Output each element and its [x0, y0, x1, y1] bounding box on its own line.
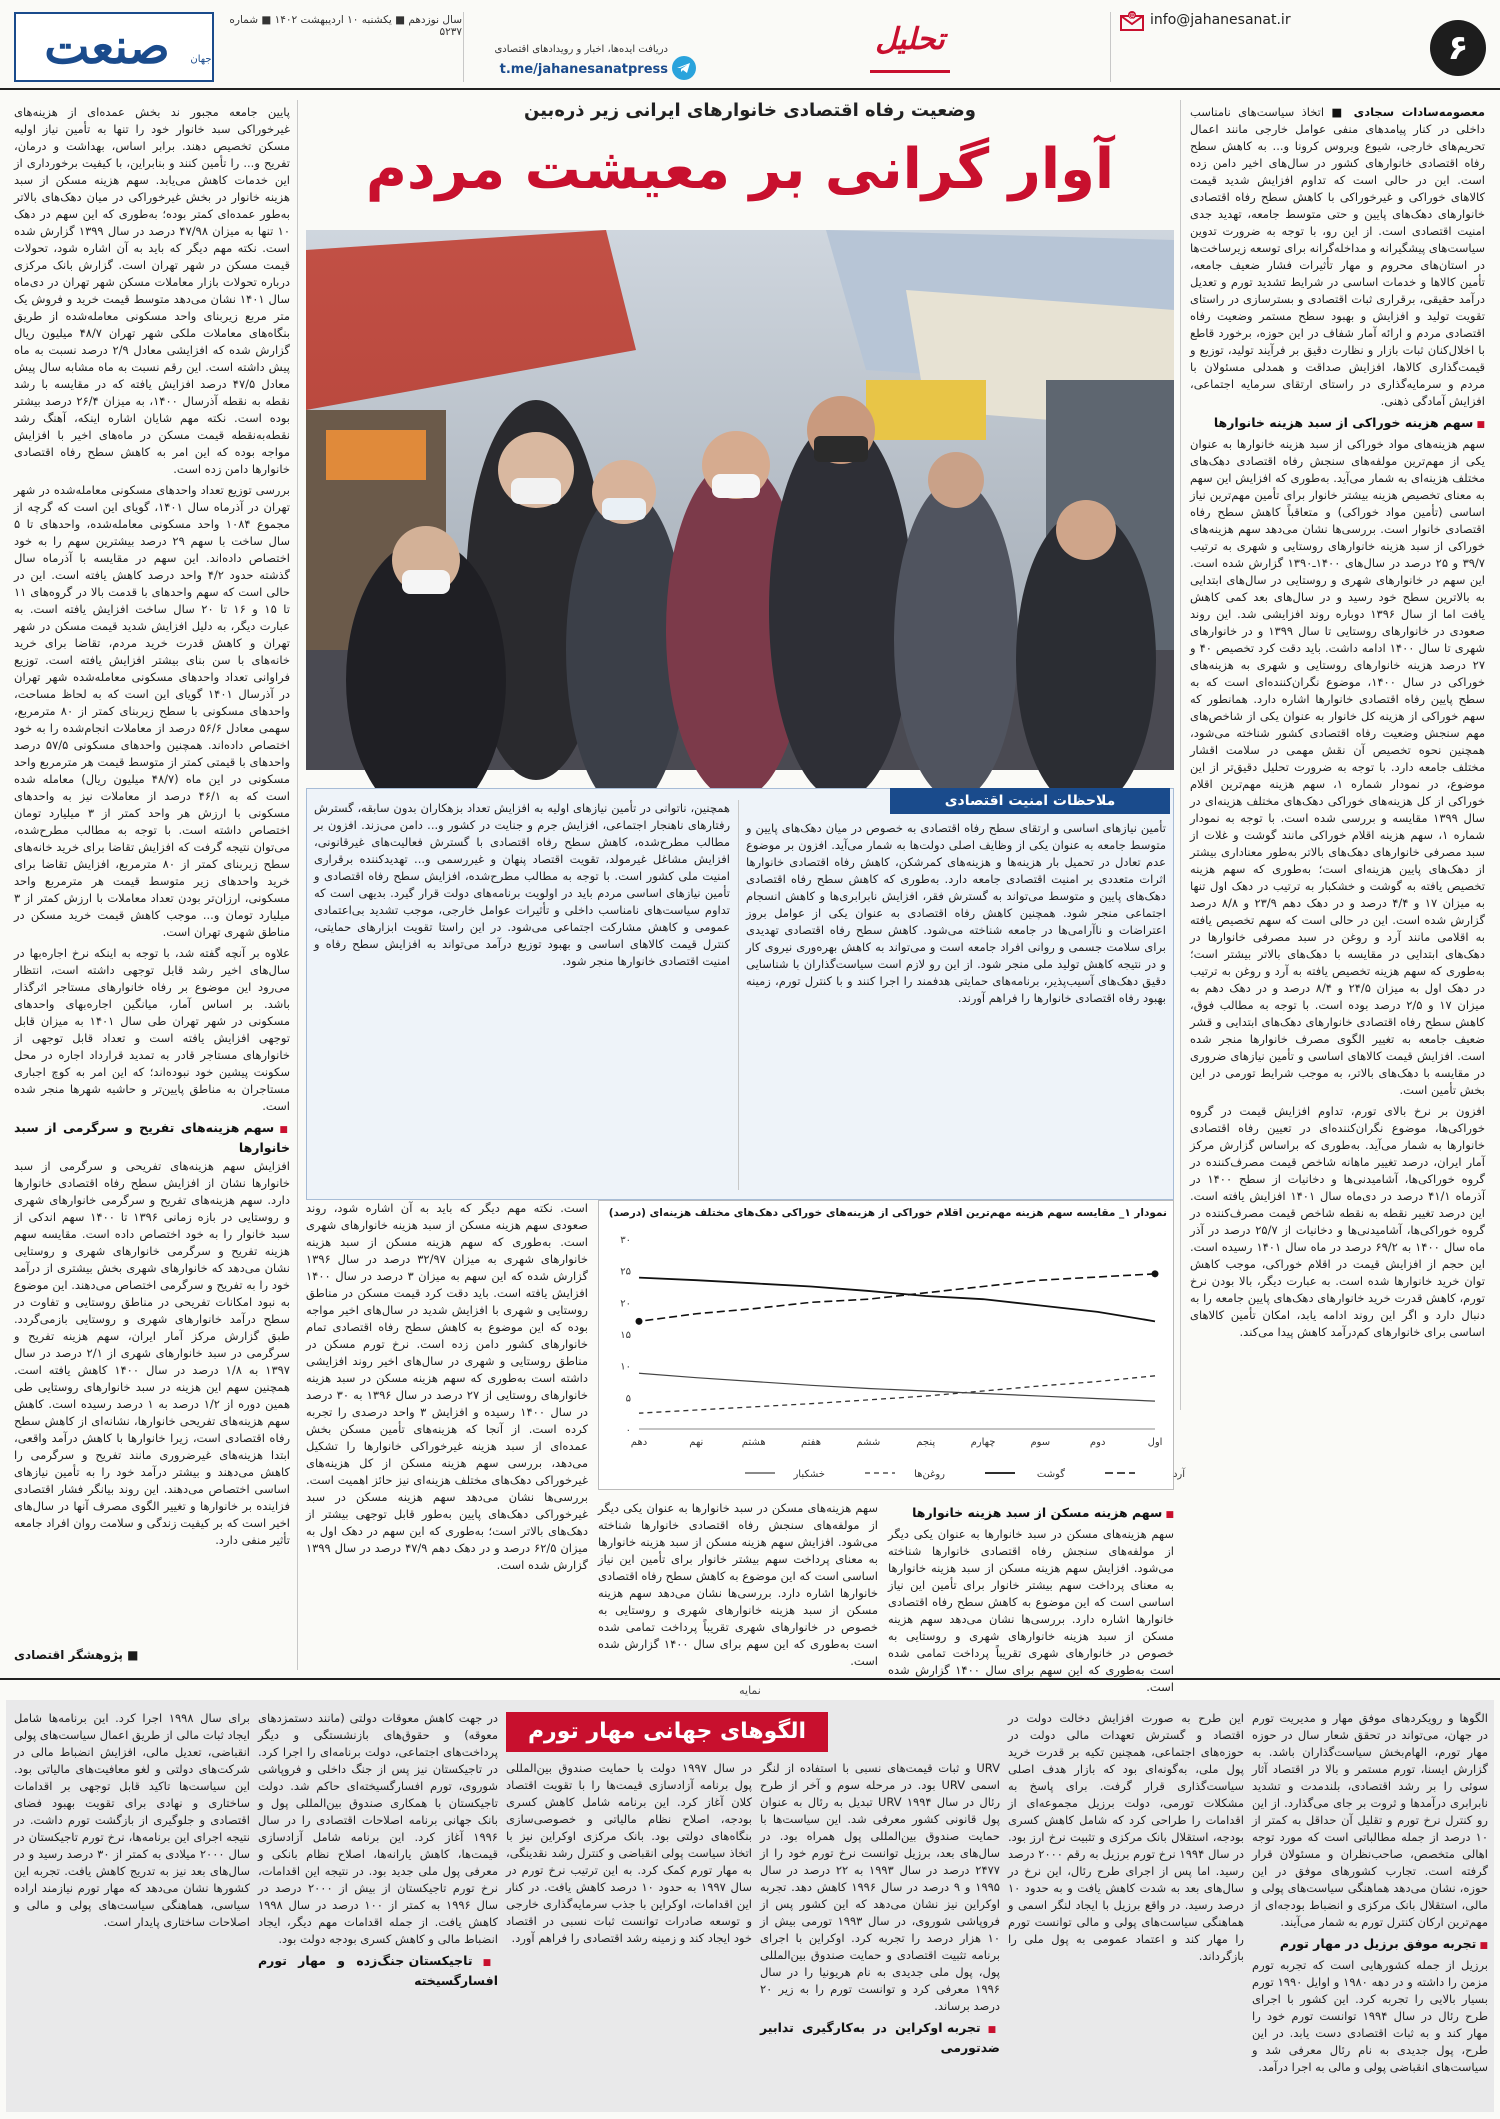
subhead-brazil: ■ تجربه موفق برزیل در مهار تورم — [1252, 1935, 1488, 1955]
housing-column-right — [888, 1500, 1174, 1694]
x-tick-label: دهم — [630, 1437, 648, 1448]
series-line-4 — [639, 1373, 1155, 1401]
logo — [14, 12, 214, 82]
x-tick-label: اول — [1147, 1437, 1163, 1448]
housing-text-1: سهم هزینه‌های مسکن در سبد خانوارها به عنوان یکی دیگر از مولفه‌های سنجش رفاه اقتصادی خانوارها شناخته می‌شود. افزایش سهم هزینه مسکن از سبد هزینه خانوارها به معنای پرداخت سهم بیشتر خانوار برای تأمین این نیاز اساسی است که این موضوع به کاهش سطح رفاه اقتصادی خانوارها اشاره دارد. بررسی‌ها نشان می‌دهد سهم هزینه مسکن از سبد هزینه خانوارهای شهری و روستایی به خصوص در خانوارهای شهری تقریباً پرداخت تمامی شده است به‌طوری که این سهم برای سال ۱۴۰۰ گزارش شده است. — [888, 1527, 1174, 1694]
y-tick-label: ۳۰ — [620, 1235, 631, 1246]
byline: معصومه‌سادات سجادی ■ — [1331, 105, 1485, 119]
telegram-icon[interactable] — [672, 56, 696, 80]
section-underline — [870, 70, 950, 73]
kicker: وضعیت رفاه اقتصادی خانوارهای ایرانی زیر ذره‌بین — [524, 100, 976, 121]
chart-title: نمودار ۱_ مقایسه سهم هزینه مهم‌ترین اقلام خوراکی از هزینه‌های خوراکی دهک‌های مختلف هزینه‌ای (درصد) — [608, 1207, 1167, 1219]
telegram-caption: دریافت ایده‌ها، اخبار و رویدادهای اقتصادی — [494, 44, 668, 55]
series-line-3 — [639, 1376, 1155, 1413]
left-text-3: علاوه بر آنچه گفته شد، با توجه به اینکه نرخ اجاره‌بها در سال‌های اخیر رشد قابل توجهی داشته است، انتظار می‌رود این موضوع بر رفاه خانوارهای مستاجر اثرگذار باشد. بر اساس آمار، میانگین اجاره‌بهای واحدهای مسکونی در شهر تهران طی سال ۱۴۰۱ به میزان قابل توجهی افزایش یافته است و تعداد قابل توجهی از خانوارهای مستاجر قادر به تمدید قرارداد اجاره در محل سکونت پیشین خود نبوده‌اند؛ که این امر به کوچ اجباری مستاجران به مناطق پایین‌تر و حاشیه شهرها منجر شده است. — [14, 946, 290, 1113]
subhead-tajik: ■ تاجیکستان جنگ‌زده و مهار تورم افسارگسیخته — [258, 1952, 498, 1989]
y-tick-label: ۰ — [625, 1425, 631, 1436]
footer-col-1 — [1252, 1710, 1488, 2106]
x-tick-label: نهم — [689, 1437, 704, 1448]
left-text-4: افزایش سهم هزینه‌های تفریحی و سرگرمی از سبد خانوارها نشان از افزایش سطح رفاه اقتصادی خانوارها دارد. سهم هزینه‌های تفریح و سرگرمی خانوارهای شهری و روستایی در بازه زمانی ۱۳۹۶ تا ۱۴۰۰ سهم اندکی از سبد خانوار را به خود اختصاص داده است. مقایسه سهم هزینه تفریح و سرگرمی خانوارهای شهری و روستایی نشان می‌دهد که خانوارهای شهری بخش بیشتری از درآمد خود را به تفریح و سرگرمی اختصاص می‌دهند. این موضوع به نبود امکانات تفریحی در مناطق روستایی و تفاوت در سطح درآمد خانوارهای شهری و روستایی بازمی‌گردد. طبق گزارش مرکز آمار ایران، سهم هزینه تفریح و سرگرمی در سبد خانوارهای شهری از ۲/۱ درصد در سال ۱۳۹۷ به ۱/۸ درصد در سال ۱۴۰۰ کاهش یافته است. همچنین سهم این هزینه در سبد خانوارهای روستایی طی همین دوره از ۱/۲ درصد به ۱ درصد رسیده است. کاهش سهم هزینه‌های تفریحی خانوارها، نشانه‌ای از کاهش سطح رفاه اقتصادی است، زیرا خانوارها با کاهش درآمد واقعی، ابتدا هزینه‌های غیرضروری مانند تفریح و سرگرمی را کاهش می‌دهند و بیشتر درآمد خود را به تأمین نیازهای اساسی اختصاص می‌دهند. این روند بیانگر فشار اقتصادی فزاینده بر خانوارها و تغییر الگوی مصرف آنها در سال‌های اخیر است که بر کیفیت زندگی و سلامت روان افراد جامعه تأثیر منفی دارد. — [14, 1159, 291, 1547]
x-tick-label: ششم — [856, 1437, 881, 1448]
right-column — [1190, 104, 1485, 1409]
footer-col1b-text: برزیل از جمله کشورهایی است که تجربه تورم مزمن را داشته و در دهه ۱۹۸۰ و اوایل ۱۹۹۰ تورم بسیار بالایی را تجربه کرد. این کشور با اجرای طرح رئال در سال ۱۹۹۴ توانست تورم خود را مهار کند و به ثبات اقتصادی دست یابد. در این طرح، پول جدیدی به نام رئال معرفی شد و سیاست‌های انقباضی پولی و مالی به اجرا درآمد. — [1252, 1958, 1488, 2074]
email-icon — [1118, 10, 1146, 34]
x-tick-label: هفتم — [800, 1437, 822, 1448]
x-tick-label: چهارم — [970, 1437, 996, 1448]
svg-text:@: @ — [1129, 12, 1135, 20]
footer-col1-text: الگوها و رویکردهای موفق مهار و مدیریت تورم در جهان، می‌تواند در تحقق شعار سال در حوزه مهار تورم، الهام‌بخش سیاست‌گذاران باشد. به گزارش ایسنا، تورم مستمر و بالا در اقتصاد آثار سوئی را بر رشد اقتصادی، بلندمدت و تشدید نابرابری درآمدها و ثروت بر جای می‌گذارد. از این رو کنترل نرخ تورم و تقلیل آن حداقل به کمتر از ۱۰ درصد از جمله مطالباتی است که مورد توجه اهالی متخصص، صاحب‌نظران و مسئولان قرار گرفته است. تجارب کشورهای موفق در این حوزه، نشان می‌دهد هماهنگی سیاست‌های پولی و مالی، استقلال بانک مرکزی و انضباط بودجه‌ای از مهم‌ترین ارکان کنترل تورم به شمار می‌آیند. — [1252, 1711, 1488, 1929]
issue-line: سال نوزدهم ■ یکشنبه ۱۰ اردیبهشت ۱۴۰۲ ■ شماره ۵۲۳۷ — [229, 14, 462, 38]
footer-col-3 — [760, 1760, 1000, 2106]
series-line-2 — [639, 1278, 1155, 1322]
footer-col-4: در سال ۱۹۹۷ دولت با حمایت صندوق بین‌المللی پول برنامه آزادسازی قیمت‌ها را با تقویت اقتصاد کلان آغاز کرد. این برنامه شامل کاهش کسری بودجه، اصلاح نظام مالیاتی و خصوصی‌سازی بنگاه‌های دولتی بود. بانک مرکزی اوکراین نیز با اتخاذ سیاست پولی انقباضی و کنترل رشد نقدینگی، به مهار تورم کمک کرد. به این ترتیب نرخ تورم در سال ۱۹۹۷ به حدود ۱۰ درصد کاهش یافت. در کنار این اقدامات، اوکراین با جذب سرمایه‌گذاری خارجی و توسعه صادرات توانست ثبات نسبی در اقتصاد خود ایجاد کند و زمینه رشد اقتصادی را فراهم آورد. — [506, 1761, 752, 1945]
chart-plot — [599, 1229, 1185, 1489]
box-text-left: همچنین، ناتوانی در تأمین نیازهای اولیه به افزایش تعداد بزهکاران بدون سابقه، گسترش رفتارهای ناهنجار اجتماعی، افزایش جرم و جنایت در کشور و... دامن می‌زند. افزون بر مطالب مطرح‌شده، کاهش سطح رفاه اقتصادی با گسترش فعالیت‌های غیرقانونی، افزایش مشاغل غیرمولد، تقویت اقتصاد پنهان و غیررسمی و... تهدیدکننده برقراری امنیت ملی کشور است. با توجه به مطالب مطرح‌شده، افزایش سطح رفاه اقتصادی و تأمین نیازهای اساسی مردم باید در اولویت برنامه‌های دولت قرار گیرد. بدیهی است که تداوم سیاست‌های نامناسب داخلی و تأثیرات عوامل خارجی، موجب تشدید بی‌اعتمادی عمومی و کاهش مشارکت اجتماعی می‌شود. در این راستا تقویت ابزارهای حمایتی، کنترل قیمت کالاهای اساسی و بهبود توزیع درآمد می‌تواند به افزایش سطح رفاه و امنیت اقتصادی خانوارها منجر شود. — [314, 801, 730, 968]
housing-text-2: است. نکته مهم دیگر که باید به آن اشاره شود، روند صعودی سهم هزینه مسکن از سبد هزینه خانوارهای شهری است. به‌طوری که سهم هزینه مسکن از سبد هزینه خانوارهای شهری به میزان ۳۲/۹۷ درصد در سال ۱۳۹۶ گزارش شده که این سهم به میزان ۳ درصد در سال ۱۴۰۰ افزایش یافته است. باید دقت کرد قیمت مسکن در مناطق روستایی و شهری با افزایش شدید در سال‌های اخیر مواجه بوده که این موضوع به کاهش سطح رفاه اقتصادی تمام خانوارهای کشور دامن زده است. نرخ تورم مسکن در مناطق روستایی و شهری در سال‌های اخیر روند افزایشی داشته است به‌طوری که سهم هزینه مسکن در سبد هزینه خانوارهای روستایی از ۲۷ درصد در سال ۱۳۹۶ به ۳۰ درصد در سال ۱۴۰۰ رسیده و افزایش ۳ واحد درصدی را تجربه کرده است. از آنجا که هزینه‌های تأمین مسکن بخش عمده‌ای از سبد هزینه غیرخوراکی خانوارها را تشکیل می‌دهد، بررسی سهم هزینه مسکن از کل هزینه‌های غیرخوراکی دهک‌های مختلف هزینه‌ای نیز حائز اهمیت است. بررسی‌ها نشان می‌دهد سهم هزینه مسکن در سبد غیرخوراکی دهک‌های پایین به‌طور قابل توجهی بیشتر از دهک‌های بالاتر است؛ به‌طوری که این سهم در دهک اول به میزان ۶۲/۵ درصد و در دهک دهم ۴۷/۹ درصد در سال ۱۳۹۹ گزارش شده است. — [306, 1201, 589, 1572]
footer-col-2: این طرح به صورت افزایش دخالت دولت در اقتصاد و گسترش تعهدات مالی دولت در حوزه‌های اجتماعی، همچنین تکیه بر قدرت خرید پول ملی، به‌گونه‌ای بود که بازار هدف اصلی سیاست‌گذاری قرار گرفت. برای پاسخ به مشکلات تورمی، دولت برزیل مجموعه‌ای از اقدامات را طراحی کرد که شامل کاهش کسری بودجه، استقلال بانک مرکزی و تثبیت نرخ ارز بود. در سال ۱۹۹۴ نرخ تورم برزیل به رقم ۲۰۰۰ درصد رسید. اما پس از اجرای طرح رئال، این نرخ در سال‌های بعد به شدت کاهش یافت و به حدود ۱۰ درصد رسید. در واقع برزیل با ایجاد لنگر اسمی و هماهنگی سیاست‌های پولی و مالی توانست تورم را مهار کند و اعتماد عمومی به پول ملی را بازگرداند. — [1008, 1711, 1244, 1963]
footer-col-5 — [258, 1710, 498, 2106]
logo-small: جهان — [190, 54, 212, 65]
chart-panel — [598, 1200, 1185, 1490]
author-credit: ■ پژوهشگر اقتصادی — [14, 1648, 139, 1662]
series-end-marker — [636, 1318, 643, 1325]
y-tick-label: ۵ — [625, 1393, 631, 1405]
x-tick-label: هشتم — [741, 1437, 766, 1448]
footer-col5-text: در جهت کاهش معوقات دولتی (مانند دستمزدهای معوقه) و حقوق‌های بازنشستگی و دیگر پرداخت‌های اجتماعی، دولت برنامه‌ای را اجرا کرد. در تاجیکستان نیز پس از جنگ داخلی و فروپاشی شوروی، تورم افسارگسیخته‌ای حاکم شد. دولت تاجیکستان با همکاری صندوق بین‌المللی پول و بانک جهانی برنامه اصلاحات اقتصادی را در سال ۱۹۹۶ آغاز کرد. این برنامه شامل آزادسازی قیمت‌ها، کاهش یارانه‌ها، اصلاح نظام بانکی و معرفی پول ملی جدید بود. در نتیجه این اقدامات، نرخ تورم تاجیکستان از بیش از ۲۰۰۰ درصد در سال ۱۹۹۶ به کمتر از ۱۰۰ درصد در سال ۱۹۹۸ کاهش یافت. از جمله اقدامات مهم دیگر، ایجاد انضباط مالی و کاهش کسری بودجه دولت بود. — [258, 1711, 498, 1946]
footer-title: الگوهای جهانی مهار تورم — [506, 1712, 828, 1752]
box-title: ملاحظات امنیت اقتصادی — [890, 788, 1170, 814]
footer-col3-text: URV و ثبات قیمت‌های نسبی با استفاده از لنگر اسمی URV بود. در مرحله سوم و آخر از طرح رئال در سال ۱۹۹۴ URV تبدیل به رئال به عنوان پول قانونی کشور معرفی شد. این سیاست‌ها با حمایت صندوق بین‌المللی پول همراه بود. در سال‌های بعد، برزیل توانست نرخ تورم خود را از ۲۴۷۷ درصد در سال ۱۹۹۳ به ۲۲ درصد در سال ۱۹۹۵ و ۹ درصد در سال ۱۹۹۶ کاهش دهد. تجربه اوکراین نیز نشان می‌دهد که این کشور پس از فروپاشی شوروی، در سال ۱۹۹۳ تورمی بیش از ۱۰ هزار درصد را تجربه کرد. اوکراین با اجرای برنامه تثبیت اقتصادی و حمایت صندوق بین‌المللی پول، پول ملی جدیدی به نام هریونیا را در سال ۱۹۹۶ معرفی کرد و توانست تورم را به زیر ۲۰ درصد برساند. — [760, 1761, 1000, 2013]
article-photo — [306, 230, 1174, 770]
legend-label: گوشت — [1036, 1469, 1065, 1480]
legend-label: خشکبار — [793, 1469, 825, 1480]
footer-label: نمایه — [739, 1684, 761, 1697]
footer-col-6: برای سال ۱۹۹۸ اجرا کرد. این برنامه‌ها شامل ایجاد ثبات مالی از طریق اعمال سیاست‌های پولی انقباضی، تعدیل مالی، افزایش انضباط مالی در شرکت‌های دولتی و لغو معافیت‌های مالیاتی بود. این سیاست‌ها تاکید قابل توجهی بر اقدامات ساختاری و نهادی برای تقویت بهبود فضای اقتصادی و جلوگیری از بازگشت تورم داشت. در نتیجه اجرای این برنامه‌ها، نرخ تورم تاجیکستان در سال ۲۰۰۰ میلادی به کمتر از ۳۰ درصد رسید و در سال‌های بعد نیز به تدریج کاهش یافت. تجربه این کشورها نشان می‌دهد که مهار تورم نیازمند اراده سیاسی، هماهنگی سیاست‌های پولی و مالی و اصلاحات ساختاری پایدار است. — [14, 1711, 250, 1929]
legend-label: روغن‌ها — [914, 1469, 945, 1480]
y-tick-label: ۱۵ — [620, 1330, 631, 1341]
x-tick-label: سوم — [1030, 1437, 1051, 1448]
left-text-1: پایین جامعه مجبور ند بخش عمده‌ای از هزینه‌های غیرخوراکی سبد خانوار خود را تنها به تأمین نیاز اولیه مسکن تخصیص دهند. برابر اساس، بهداشت و درمان، تفریح و... را تأمین کنند و بنابراین، با کیفیت برخورداری از این خدمات کاهش می‌یابد. سهم هزینه مسکن از سبد هزینه خانوار در بخش غیرخوراکی در میان دهک‌های بالاتر به‌طور عمده‌ای کمتر بوده؛ به‌طوری که این سهم در دهک ۱۰ تنها به میزان ۴۷/۹۸ درصد در سال ۱۳۹۹ گزارش شده است. نکته مهم دیگر که باید به آن اشاره شود، تحولات قیمت مسکن در شهر تهران است. گزارش بانک مرکزی درباره تحولات بازار معاملات مسکن شهر تهران در دی‌ماه سال ۱۴۰۱ نشان می‌دهد متوسط قیمت خرید و فروش یک متر مربع زیربنای واحد مسکونی معامله‌شده از طریق بنگاه‌های معاملات ملکی شهر تهران ۴۸/۷ میلیون ریال گزارش شده که افزایشی معادل ۲/۹ درصد نسبت به ماه پیش داشته است. این رقم نسبت به ماه مشابه سال پیش معادل ۴۷/۵ درصد افزایش یافته که در مقایسه با رشد نقطه به نقطه آذرسال ۱۴۰۰، به میزان ۲۶/۴ درصد بیشتر بوده است. نکته مهم شایان اشاره اینکه، آهنگ رشد نقطه‌به‌نقطه قیمت مسکن در ماه‌های اخیر با افزایش مواجه بوده که این امر به کاهش سطح رفاه اقتصادی خانوارها دامن زده است. — [14, 105, 291, 476]
telegram-link[interactable]: t.me/jahanesanatpress — [499, 62, 668, 77]
food-text-2: افزون بر نرخ بالای تورم، تداوم افزایش قیمت در گروه خوراکی‌ها، موضوع نگران‌کننده‌ای در تعیین رفاه اقتصادی خانوارها به شمار می‌آید. به‌طوری که براساس گزارش مرکز آمار ایران، درصد تغییر ماهانه شاخص قیمت مصرف‌کننده در گروه خوراکی‌ها، آشامیدنی‌ها و دخانیات از سطح ۱۴۰۰ در آذرماه ۴۱/۱ درصد در دی‌ماه سال ۱۴۰۱ افزایش یافته است. این درصد تغییر نقطه به نقطه شاخص قیمت مصرف‌کننده در گروه خوراکی‌ها، آشامیدنی‌ها و دخانیات از ۲۵/۷ درصد در آذر ماه سال ۱۴۰۰ به ۶۹/۲ درصد در ماه سال ۱۴۰۱ رسیده است. این حجم از افزایش قیمت در اقلام خوراکی، موجب کاهش توان خرید خانوارها شده است. به عبارت دیگر، بالا بودن نرخ تورم، کاهش قدرت خرید خانوارهای دهک‌های پایین جامعه را به دنبال دارد و اگر این روند ادامه یابد، امکان تأمین کالاهای اساسی برای خانوارهای کم‌درآمد کاهش پیدا می‌کند. — [1190, 1104, 1486, 1339]
legend-label: آرد — [1172, 1469, 1185, 1480]
housing-text-3: سهم هزینه‌های مسکن در سبد خانوارها به عنوان یکی دیگر از مولفه‌های سنجش رفاه اقتصادی خانوارها شناخته می‌شود. افزایش سهم هزینه مسکن از سبد هزینه خانوارها به معنای پرداخت سهم بیشتر خانوار برای تأمین این نیاز اساسی است که این موضوع به کاهش سطح رفاه اقتصادی خانوارها اشاره دارد. بررسی‌ها نشان می‌دهد سهم هزینه مسکن از سبد هزینه خانوارهای شهری و روستایی به خصوص در خانوارهای شهری تقریباً پرداخت تمامی شده است به‌طوری که این سهم برای سال ۱۴۰۰ گزارش شده است. — [598, 1501, 878, 1668]
section-label: تحلیل — [875, 22, 945, 57]
headline: آوار گرانی بر معیشت مردم — [365, 137, 1115, 202]
subhead-housing: ■ سهم هزینه مسکن از سبد هزینه خانوارها — [888, 1504, 1174, 1524]
email[interactable]: info@jahanesanat.ir — [1150, 12, 1291, 28]
food-text: سهم هزینه‌های مواد خوراکی از سبد هزینه خانوارها به عنوان یکی از مهم‌ترین مولفه‌های سنجش رفاه اقتصادی دهک‌های مختلف هزینه‌ای به شمار می‌آید. به‌طوری که افزایش این سهم به معنای تخصیص هزینه بیشتر خانوار برای تأمین مهم‌ترین نیاز اساسی (تأمین مواد خوراکی) و متعاقباً کاهش سطح رفاه اقتصادی خانوار است. بررسی‌ها نشان می‌دهد سهم هزینه‌های خوراکی از سبد هزینه خانوارهای روستایی و شهری به ترتیب ۳۹/۷ و ۲۵ درصد در سال‌های ۱۴۰۰ـ۱۳۹۰ گزارش شده است. این سهم در خانوارهای شهری و روستایی در سال‌های ابتدایی به بالاترین سطح خود رسید و در سال‌های بعد کمی کاهش یافت اما از سال ۱۳۹۶ دوباره روند افزایشی شد. این روند صعودی در خانوارهای روستایی تا سال ۱۳۹۹ و در خانوارهای شهری تا سال ۱۴۰۰ ادامه داشت. باید دقت کرد تخصیص ۴۰ و ۲۷ درصد هزینه خانوارهای روستایی و شهری به هزینه‌های خوراکی در سال ۱۴۰۰، موضوع نگران‌کننده‌ای است که به سطح پایین رفاه اقتصادی خانوارها اشاره دارد. همانطور که سهم خوراکی از هزینه کل خانوار به عنوان یکی از شاخص‌های مهم سنجش وضعیت رفاه اقتصادی کشور شناخته می‌شود، همچنین نحوه تخصیص آن نقش مهمی در سلامت اقشار مختلف جامعه دارد. با توجه به ضرورت تحلیل دقیق‌تر از این موضوع، در نمودار شماره ۱، سهم هزینه مهم‌ترین اقلام خوراکی از کل هزینه‌های خوراکی دهک‌های مختلف هزینه‌ای در سال ۱۳۹۹ مقایسه و بررسی شده است. با توجه به نمودار شماره ۱، سهم هزینه اقلام خوراکی مانند گوشت و غلات از سبد مصرفی خانوارهای دهک‌های بالاتر به‌طور معناداری بیشتر از دهک‌های پایین هزینه‌ای است؛ به‌طوری که سهم هزینه تخصیص یافته به گوشت و خشکبار به ترتیب در دهک اول تنها به میزان ۱۷ و ۴/۴ درصد و در دهک دهم ۲۳/۹ و ۸/۸ درصد گزارش شده است. این در حالی است که سهم تخصیص یافته به اقلامی مانند آرد و روغن در سبد مصرفی خانوارها در دهک‌های ابتدایی در مقایسه با دهک‌های بالاتر بیشتر است؛ به‌طوری که سهم هزینه تخصیص یافته به آرد و روغن به ترتیب در دهک اول به میزان ۲۴/۵ و ۸/۴ درصد و در دهک دهم به میزان ۱۷ و ۲/۵ درصد بوده است. با توجه به مطالب فوق، کاهش سطح رفاه اقتصادی خانوارهای دهک‌های ابتدایی و قشر ضعیف جامعه به تغییر الگوی مصرف خانوارها منجر شده است. افزایش قیمت کالاهای اساسی و تأمین نیازهای ضروری در مقایسه با دهک‌های بالاتر، به موجب شرایط تورمی در این بخش تأمین است. — [1190, 437, 1486, 1097]
y-tick-label: ۲۵ — [620, 1266, 631, 1278]
subhead-food: ■ سهم هزینه خوراکی از سبد هزینه خانوارها — [1190, 414, 1485, 434]
logo-text: صنعت — [44, 19, 170, 75]
x-tick-label: دوم — [1089, 1437, 1106, 1448]
page-number: ۶ — [1430, 20, 1486, 76]
left-column — [14, 104, 290, 1644]
intro-text: اتخاذ سیاست‌های نامناسب داخلی در کنار پیامدهای منفی عوامل خارجی مانند اعمال تحریم‌های خارجی، شیوع ویروس کرونا و... به کاهش سطح رفاه اقتصادی خانوارهای کشور در سال‌های اخیر دامن زده است. این در حالی است که تداوم افزایش شدید قیمت کالاهای خوراکی و غیرخوراکی با کاهش سطح رفاه اقتصادی خانوارهای دهک‌های پایین و حتی متوسط جامعه، تهدید جدی امنیت اقتصادی است. از این رو، با توجه به ضرورت تدوین سیاست‌های پیشگیرانه و مداخله‌گرانه برای توسعه زیرساخت‌ها در استان‌های محروم و مهار تأثیرات فشار ضعیف جامعه، تأمین کالاها و خدمات اساسی در شرایط تشدید تورم و تعدیل درآمد حقیقی، برقراری ثبات اقتصادی و بسترسازی در راستای تقویت تولید و افزایش و بهبود سطح مستمر وضعیت رفاه اقتصادی مردم و ارائه آمار شفاف در این حوزه، برخورد قاطع با اخلال‌کنان ثبات بازار و نظارت دقیق بر فرآیند تولید، توزیع و قیمت‌گذاری کالاها، افزایش صداقت و همدلی مسئولان با مردم و سرمایه‌گذاری در راستای ارتقای سرمایه اجتماعی، افزایش آمادگی ذهنی. — [1190, 105, 1485, 408]
series-start-marker — [1152, 1270, 1159, 1277]
subhead-recreation: ■ سهم هزینه‌های تفریح و سرگرمی از سبد خانوارها — [14, 1119, 290, 1156]
subhead-ukraine: ■ تجربه اوکراین در به‌کارگیری تدابیر ضدتورمی — [760, 2019, 1000, 2056]
y-tick-label: ۲۰ — [620, 1298, 631, 1310]
y-tick-label: ۱۰ — [620, 1361, 631, 1373]
page-header — [0, 0, 1500, 92]
left-text-2: بررسی توزیع تعداد واحدهای مسکونی معامله‌شده در شهر تهران در آذرماه سال ۱۴۰۱، گویای این است که گرچه از مجموع ۱۰۸۴ واحد مسکونی معامله‌شده، واحدهای تا ۵ سال ساخت با سهم ۲۹ درصد بیشترین سهم را به خود اختصاص داده‌اند. این سهم در مقایسه با آذرماه سال گذشته حدود ۴/۲ واحد درصد کاهش یافته است. این در حالی است که سهم واحدهای با قدمت بالا در گروه‌های ۱۱ تا ۱۵ و ۱۶ تا ۲۰ سال ساخت افزایش یافته است. به عبارت دیگر، به دلیل افزایش شدید قیمت مسکن در شهر تهران و کاهش قدرت خرید مردم، تقاضا برای خرید خانه‌های با سن بنای بیشتر افزایش یافته است. توزیع فراوانی تعداد واحدهای مسکونی معامله‌شده شهر تهران در آذرسال ۱۴۰۱ گویای این است که به لحاظ مساحت، واحدهای مسکونی با سطح زیربنای کمتر از ۸۰ مترمربع، سهمی معادل ۵۶/۶ درصد از معاملات انجام‌شده را به خود اختصاص داده‌اند. همچنین واحدهای مسکونی ۵۷/۵ درصد واحدهای با قیمتی کمتر از متوسط قیمت هر مترمربع واحد مسکونی در این ماه (۴۸/۷ میلیون ریال) معامله شده است که به ۴۶/۱ درصد از معاملات نیز به واحدهای مسکونی با ارزش هر واحد کمتر از ۳ میلیارد تومان اختصاص داشته است. با توجه به مطالب مطرح‌شده، می‌توان نتیجه گرفت که افزایش تقاضا برای خرید خانه‌های سطح زیربنای کمتر از ۸۰ مترمربع، افزایش تقاضا برای خرید واحدهای زیر متوسط قیمت هر مترمربع واحد مسکونی، ارزان‌تر بودن تعداد معاملات با ارزش کمتر از ۳ میلیارد تومان و... موجب کاهش قیمت خرید مسکن در مناطق شهری تهران است. — [14, 483, 291, 939]
box-text-right: تأمین نیازهای اساسی و ارتقای سطح رفاه اقتصادی به خصوص در میان دهک‌های پایین و متوسط جامعه به عنوان یکی از وظایف اصلی دولت‌ها به شمار می‌آید. افزون بر موضوع عدم تعادل در تحمیل بار هزینه‌ها و هزینه‌های کمرشکن، کاهش رفاه اقتصادی خانوارها اثرات متعددی بر امنیت اقتصادی جامعه دارد. به‌طوری که کاهش سطح رفاه اقتصادی دهک‌های پایین و متوسط می‌تواند به گسترش فقر، افزایش نابرابری‌ها و کاهش انسجام اجتماعی منجر شود. همچنین کاهش رفاه اقتصادی به عنوان یکی از عوامل بروز اعتراضات و ناآرامی‌ها در جامعه شناخته می‌شود. کاهش سطح رفاه اقتصادی تهدیدی برای سلامت جسمی و روانی افراد جامعه است و می‌تواند به کاهش بهره‌وری نیروی کار و در نتیجه کاهش تولید ملی منجر شود. از این رو لازم است سیاست‌گذاران با شناسایی دقیق دهک‌های آسیب‌پذیر، برنامه‌های حمایتی هدفمند را اجرا کنند و با کنترل تورم، زمینه بهبود رفاه اقتصادی خانوارها را فراهم آورند. — [746, 821, 1166, 1005]
x-tick-label: پنجم — [916, 1437, 936, 1448]
